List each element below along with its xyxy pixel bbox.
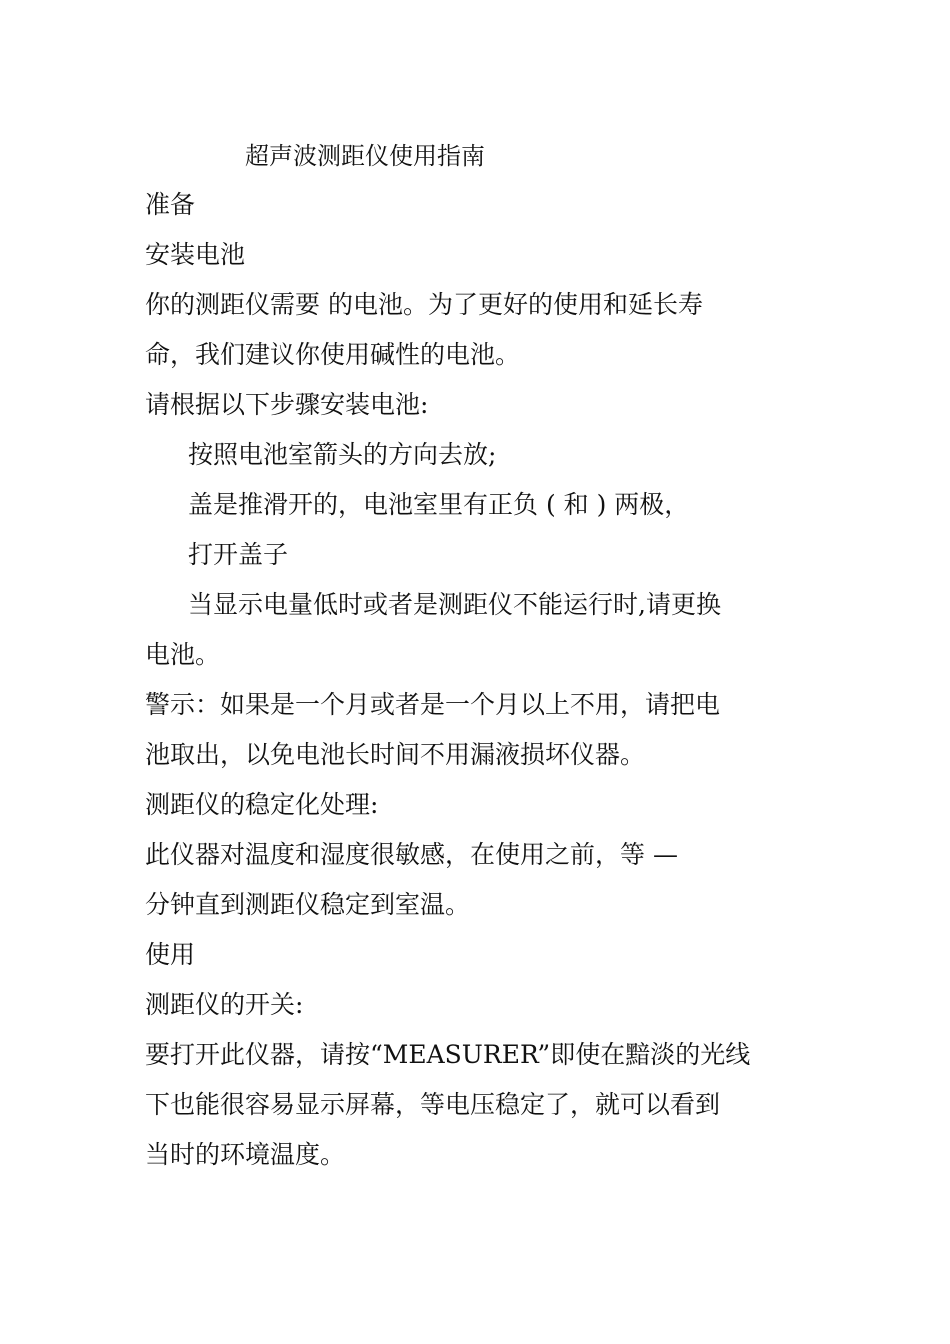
warning-line: 警示：如果是一个月或者是一个月以上不用，请把电 bbox=[145, 690, 721, 719]
heading-power-switch: 测距仪的开关: bbox=[145, 990, 304, 1019]
paragraph-line: 下也能很容易显示屏幕，等电压稳定了，就可以看到 bbox=[145, 1090, 721, 1119]
document-title: 超声波测距仪使用指南 bbox=[245, 142, 485, 170]
heading-stabilization: 测距仪的稳定化处理: bbox=[145, 790, 379, 819]
heading-usage: 使用 bbox=[145, 940, 196, 969]
step-line: 盖是推滑开的，电池室里有正负 ( 和 ) 两极， bbox=[188, 490, 690, 519]
step-line: 按照电池室箭头的方向去放; bbox=[188, 440, 497, 469]
heading-install-battery: 安装电池 bbox=[145, 240, 246, 269]
paragraph-line: 此仪器对温度和湿度很敏感，在使用之前，等 — bbox=[145, 840, 678, 869]
paragraph-line: 请根据以下步骤安装电池: bbox=[145, 390, 429, 419]
paragraph-line: 你的测距仪需要 的电池。为了更好的使用和延长寿 bbox=[145, 290, 703, 319]
paragraph-line: 要打开此仪器，请按“MEASURER”即使在黯淡的光线 bbox=[145, 1040, 751, 1069]
paragraph-line: 电池。 bbox=[145, 640, 221, 669]
warning-line: 池取出，以免电池长时间不用漏液损坏仪器。 bbox=[145, 740, 646, 769]
paragraph-line: 当显示电量低时或者是测距仪不能运行时,请更换 bbox=[188, 590, 721, 619]
paragraph-line: 分钟直到测距仪稳定到室温。 bbox=[145, 890, 471, 919]
step-line: 打开盖子 bbox=[188, 540, 289, 569]
paragraph-line: 当时的环境温度。 bbox=[145, 1140, 346, 1169]
heading-prepare: 准备 bbox=[145, 190, 196, 219]
paragraph-line: 命，我们建议你使用碱性的电池。 bbox=[145, 340, 521, 369]
